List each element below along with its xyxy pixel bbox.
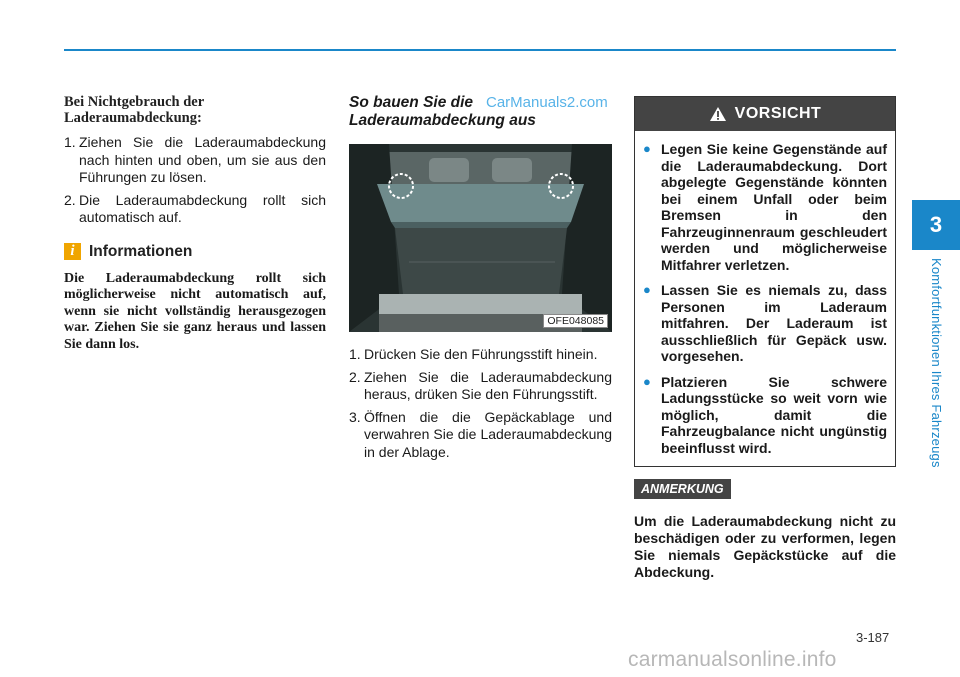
step-number: 3.: [349, 408, 361, 425]
caution-text: Platzieren Sie schwere Ladungsstücke so weit vorn wie möglich, damit die Fahrzeugbalance nicht ungünstig beeinflusst wird.: [661, 373, 887, 456]
top-rule: [64, 49, 896, 51]
info-icon: i: [64, 243, 81, 260]
steps-list: [349, 346, 612, 461]
step-text: Drücken Sie den Führungsstift hinein.: [364, 346, 598, 362]
column-right: [634, 96, 896, 581]
chapter-side-title: [926, 258, 946, 498]
step-number: 1.: [64, 134, 76, 150]
column-left: [64, 94, 326, 353]
caution-header: [635, 97, 895, 131]
step-number: 1.: [349, 346, 361, 362]
note-badge: ANMERKUNG: [634, 479, 731, 499]
cargo-cover-illustration: [349, 144, 612, 332]
bullet-icon: ●: [643, 141, 651, 156]
caution-body: [635, 131, 895, 466]
section-heading-text: So bauen Sie die Laderaumabdeckung aus: [349, 94, 536, 129]
bullet-icon: ●: [643, 282, 651, 297]
info-header: [64, 243, 326, 261]
chapter-number: 3: [929, 212, 943, 237]
step-number: 2.: [349, 368, 361, 385]
list-item: [64, 192, 326, 227]
note-text: Um die Laderaumabdeckung nicht zu beschädigen oder zu verformen, legen Sie niemals Gepäckstücke auf die Abdeckung.: [634, 513, 896, 580]
info-text: Die Laderaumabdeckung rollt sich möglicherweise nicht automatisch auf, wenn sie nicht vollständig herausgezogen war. Ziehen Sie sie ganz heraus und lassen Sie dann los.: [64, 270, 326, 352]
figure-code: OFE048085: [543, 314, 608, 328]
section-heading: Bei Nichtgebrauch der Laderaumabdeckung:: [64, 94, 204, 126]
step-text: Öffnen die die Gepäckablage und verwahren Sie die Laderaumabdeckung in der Ablage.: [364, 408, 612, 460]
list-item: [349, 346, 612, 364]
list-item: [64, 134, 326, 187]
info-title: Informationen: [89, 242, 193, 260]
steps-list: [64, 134, 326, 227]
column-middle: [349, 94, 612, 466]
chapter-tab: [912, 200, 960, 250]
page-number: 3-187: [856, 630, 890, 645]
section-heading: [349, 94, 612, 130]
list-item: [349, 369, 612, 404]
caution-text: Legen Sie keine Gegenstände auf die Laderaumabdeckung. Dort abgelegte Gegenstände könnten bei einem Unfall oder beim Bremsen in den Fahrzeuginnenraum geschleudert werden und möglicherweise Mitfahrer verletzen.: [661, 141, 887, 273]
list-item: [349, 409, 612, 462]
bullet-icon: ●: [643, 373, 651, 389]
warning-triangle-icon: [709, 106, 727, 122]
step-number: 2.: [64, 191, 76, 208]
caution-text: Lassen Sie es niemals zu, dass Personen im Laderaum mitfahren. Der Laderaum ist ausschließlich für Gepäck usw. vorgesehen.: [661, 282, 887, 364]
list-item: [643, 374, 887, 457]
list-item: [643, 141, 887, 273]
step-text: Die Laderaumabdeckung rollt sich automatisch auf.: [79, 191, 326, 225]
chapter-title: Komfortfunktionen Ihres Fahrzeugs: [929, 258, 944, 468]
caution-title: VORSICHT: [734, 105, 822, 122]
step-text: Ziehen Sie die Laderaumabdeckung heraus, drüken Sie den Führungsstift.: [364, 368, 612, 402]
list-item: [643, 282, 887, 365]
watermark: CarManuals2.com: [486, 94, 608, 111]
footer-watermark: carmanualsonline.info: [628, 648, 837, 671]
trunk-illustration: [349, 144, 612, 332]
step-text: Ziehen Sie die Laderaumabdeckung nach hinten und oben, um sie aus den Führungen zu lösen.: [79, 134, 326, 185]
caution-box: [634, 96, 896, 467]
